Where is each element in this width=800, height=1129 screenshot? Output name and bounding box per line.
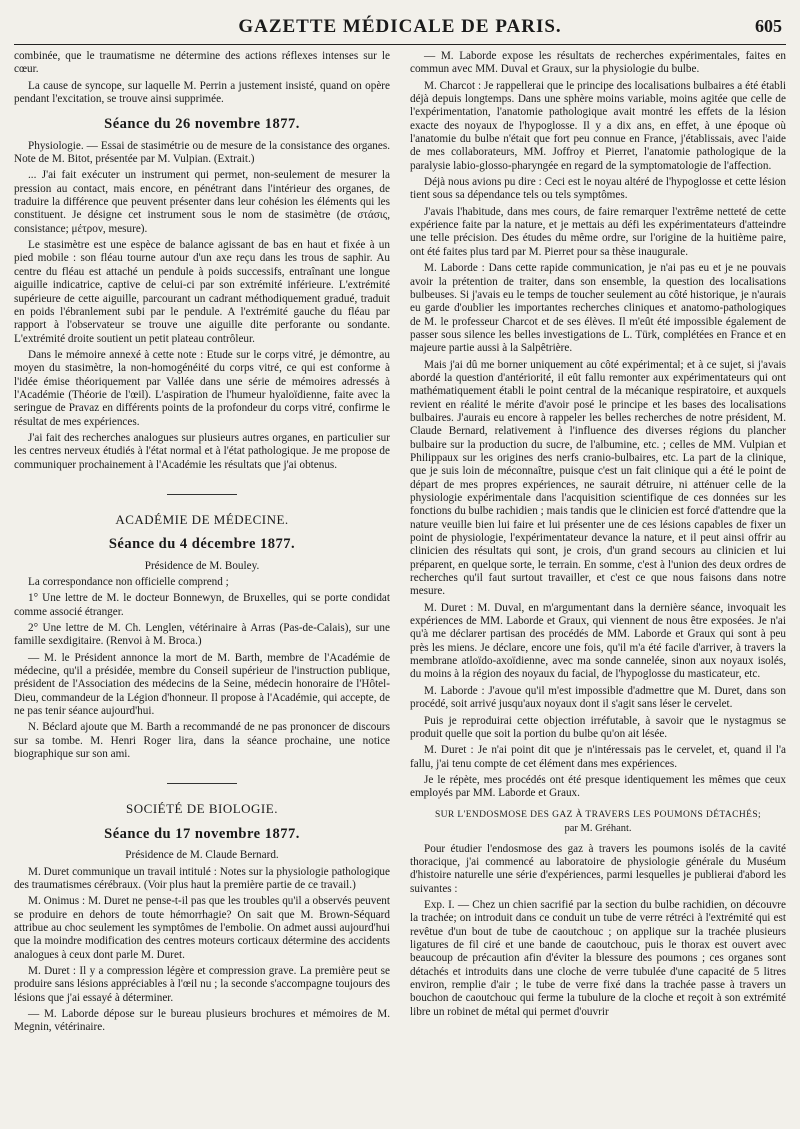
paragraph: La cause de syncope, sur laquelle M. Perrin a justement insisté, quand on opère pendant l'excitation, se trouve ainsi supprimée. xyxy=(14,79,390,106)
paragraph: M. Onimus : M. Duret ne pense-t-il pas que les troubles qu'il a observés peuvent se produire en dehors de toute hémorrhagie? On sait que M. Brown-Séquard attribue au choc seulement les symptômes de l'embolie. On admet aussi aujourd'hui que la moindre modification des centres moteurs corticaux détermine des accidents analogues à ceux dont parle M. Duret. xyxy=(14,895,390,961)
paragraph: Puis je reproduirai cette objection irréfutable, à savoir que le nystagmus se produit quelle que soit la portion du bulbe qu'on ait lésée. xyxy=(410,714,786,740)
paragraph: J'ai fait des recherches analogues sur plusieurs autres organes, en particulier sur les centres nerveux étudiés à l'état normal et à l'état pathologique. Je me propose de communiquer prochainement à l'Académie les résultats que j'ai obtenus. xyxy=(14,431,390,471)
paragraph: Dans le mémoire annexé à cette note : Etude sur le corps vitré, je démontre, au moyen du stasimètre, la non-homogénéité du corps vitré, ce qui est conforme à l'idée émise théoriquement par Vallée dans une série de mémoires adressés à l'Académie (Théorie de l'œil). L'aspiration de l'humeur hyaloïdienne, faite avec la seringue de Pravaz en différents points de la profondeur du corps vitré, confirme le résultat de mes expériences. xyxy=(14,348,390,428)
paragraph: Déjà nous avions pu dire : Ceci est le noyau altéré de l'hypoglosse et cette lésion tient sous sa dépendance tels ou tels symptômes. xyxy=(410,176,786,202)
paragraph: J'avais l'habitude, dans mes cours, de faire remarquer l'extrême netteté de cette expérience faite par la nature, et je mettais au défi les expérimentateurs d'atteindre une telle précision. Des études du même ordre, sur l'origine de la huitième paire, ont été faites plus tard par M. Pierret pour sa thèse inaugurale. xyxy=(410,205,786,258)
session-heading: Séance du 17 novembre 1877. xyxy=(104,825,300,842)
paragraph: Pour étudier l'endosmose des gaz à travers les poumons isolés de la cavité thoracique, j'ai commencé au laboratoire de physiologie générale du Muséum d'histoire naturelle une série d'expériences, parmi lesquelles je publierai d'abord les suivantes : xyxy=(410,842,786,895)
presidency-line: Présidence de M. Bouley. xyxy=(144,559,260,572)
paragraph: 1° Une lettre de M. le docteur Bonnewyn, de Bruxelles, qui se porte condidat comme associé étranger. xyxy=(14,592,390,618)
paragraph: M. Duret : Il y a compression légère et compression grave. La première peut se produire sans lésions appréciables à l'œil nu ; la seconde s'accompagne toujours des lésions que j'ai essayé à déterminer. xyxy=(14,964,390,1004)
session-heading: Séance du 26 novembre 1877. xyxy=(104,116,300,133)
section-divider xyxy=(167,783,237,784)
paragraph: Je le répète, mes procédés ont été presque identiquement les mêmes que ceux employés par MM. Laborde et Graux. xyxy=(410,773,786,800)
paragraph: M. Laborde : J'avoue qu'il m'est impossible d'admettre que M. Duret, dans son procédé, soit arrivé jusqu'aux noyaux dont il s'agit sans léser le cervelet. xyxy=(410,684,786,711)
article-heading xyxy=(410,809,786,835)
paragraph: 2° Une lettre de M. Ch. Lenglen, vétérinaire à Arras (Pas-de-Calais), sur une famille sexdigitaire. (Renvoi à M. Broca.) xyxy=(14,622,390,648)
section-title: ACADÉMIE DE MÉDECINE. xyxy=(115,511,289,527)
section-divider xyxy=(167,494,237,495)
paragraph: Mais j'ai dû me borner uniquement au côté expérimental; et à ce sujet, si j'avais abordé la question d'antériorité, il eût fallu remonter aux expérimentateurs qui ont mathématiquement établi le point central de la mécanique respiratoire, et auxquels revient en réalité le mérite d'avoir posé le principe et les bases des localisations bulbaires. J'aurais eu encore à rappeler les belles recherches de notre président, M. Claude Bernard, relativement à l'influence des diverses régions du plancher bulbaire sur la production du sucre, de l'albumine, etc. ; celles de MM. Vulpian et Philippaux sur les origines des nerfs cranio-bulbaires, etc. La part de la clinique, que je suis loin de méconnaître, puisque c'est un fait clinique qui a été le point de départ de mes propres expériences, ne saurait détruire, ni atténuer celle de la physiologie expérimentale dans l'acquisition scientifique de ces données sur les fonctions du bulbe rachidien ; mais tandis que le clinicien est forcé d'attendre que la nature veuille bien lui faire et lui présenter une de ces lésions capables de fixer un point de physiologie, l'expérimentateur devance la nature, et il peut ainsi offrir au clinicien des résultats qui sont, je crois, d'un grand secours au clinicien et lui préparent, en quelque sorte, le terrain. En somme, c'est à l'union des deux ordres de recherches qu'il faut surtout travailler, et c'est ce que nous faisons dans notre mesure. xyxy=(410,358,786,598)
paragraph: — M. le Président annonce la mort de M. Barth, membre de l'Académie de médecine, qu'il a présidée, membre du Conseil supérieur de l'instruction publique, président de l'Association des médecins de la Seine, médecin honoraire de l'Hôtel-Dieu, commandeur de la Légion d'honneur. Il propose à l'Académie, qui accepte, de ne pas tenir séance aujourd'hui. xyxy=(14,651,390,718)
section-title: SOCIÉTÉ DE BIOLOGIE. xyxy=(126,801,278,817)
paragraph: Exp. I. — Chez un chien sacrifié par la section du bulbe rachidien, on découvre la trachée; on introduit dans ce conduit un tube de verre rétréci à l'extrémité qui est revêtue d'un bout de tube de caoutchouc ; on applique sur la trachée plusieurs ligatures de fil ciré et une bande de caoutchouc, puis le thorax est ouvert avec beaucoup de précaution afin d'éviter la blessure des poumons ; ces organes sont détachés et introduits dans une cloche de verre tubulée d'une capacité de 5 litres environ, remplie d'air ; le tube de verre fixé dans la trachée passe à travers un bouchon de caoutchouc qui ferme la tubulure de la cloche et reçoit à son extrémité libre un robinet de métal qui permet d'ouvrir xyxy=(410,898,786,1018)
paragraph: Physiologie. — Essai de stasimétrie ou de mesure de la consistance des organes. Note de M. Bitot, présentée par M. Vulpian. (Extrait.) xyxy=(14,139,390,166)
page-number: 605 xyxy=(755,16,782,36)
paragraph: M. Laborde : Dans cette rapide communication, je n'ai pas eu et je ne pouvais avoir la prétention de traiter, dans son ensemble, la question des localisations bulbeuses. Si j'avais eu le temps de toucher seulement au côté historique, je n'aurais eu garde d'oublier les importantes recherches cliniques et anatomo-pathologiques de M. le professeur Charcot et de ses élèves. Il m'eût été impossible également de passer sous silence les belles investigations de L. Türk, complétées en France et en majeure partie aussi à la Salpêtrière. xyxy=(410,262,786,355)
paragraph: Le stasimètre est une espèce de balance agissant de bas en haut et fixée à un pied mobile : son fléau tourne autour d'un axe reçu dans les trous de saphir. Au centre du fléau est attaché un pendule à poids successifs, entraînant une longue aiguille indicatrice, captive de celui-ci par son extrémité inférieure. L'extrémité supérieure de cette aiguille, parcourant un cadrant méthodiquement gradué, traduit en poids l'ébranlement subi par le pendule. A l'extrémité gauche du fléau par rapport à l'observateur se trouve une aiguille dite perforante ou sondante. L'extrémité droite soutient un petit plateau contrôleur. xyxy=(14,239,390,345)
article-author: par M. Gréhant. xyxy=(564,822,632,834)
session-heading: Séance du 4 décembre 1877. xyxy=(108,536,296,553)
right-column xyxy=(410,50,786,1124)
journal-title: GAZETTE MÉDICALE DE PARIS. xyxy=(238,16,562,37)
left-column xyxy=(14,50,390,1124)
paragraph: M. Charcot : Je rappellerai que le principe des localisations bulbaires a été établi déjà depuis longtemps. Dans une sphère moins variable, moins agitée que celle de l'expérimentation, l'anatomie pathologique avait montré les effets de la lésion exacte des noyaux de l'hypoglosse. Il y a dix ans, en effet, à une époque où l'anatomie du bulbe n'était que fort peu connue en France, j'établissais, avec l'aide de mes collaborateurs, MM. Joffroy et Pierret, l'anatomie pathologique de la paralysie labio-glosso-pharyngée en regard de la symptomatologie de l'affection. xyxy=(410,79,786,172)
paragraph: N. Béclard ajoute que M. Barth a recommandé de ne pas prononcer de discours sur sa tombe. M. Henri Roger lira, dans la séance prochaine, une notice biographique sur son ami. xyxy=(14,721,390,761)
paragraph: M. Duret : M. Duval, en m'argumentant dans la dernière séance, invoquait les expériences de MM. Laborde et Graux, qui viennent de nous être exposées. Je n'ai qu'à me déclarer partisan des procédés de MM. Laborde et Graux qui sont à peu près les miens. Je déclare, encore une fois, qu'il m'a été facile d'arriver, à travers la membrane atloïdo-axoïdienne, avec ma sonde cannelée, sinon aux noyaux isolés, du moins à la région des noyaux du facial, de l'hypoglosse du masticateur, etc. xyxy=(410,601,786,681)
paragraph: — M. Laborde expose les résultats de recherches expérimentales, faites en commun avec MM. Duval et Graux, sur la physiologie du bulbe. xyxy=(410,50,786,76)
paragraph: — M. Laborde dépose sur le bureau plusieurs brochures et mémoires de M. Megnin, vétérinaire. xyxy=(14,1007,390,1034)
page-header xyxy=(14,14,786,45)
paragraph: La correspondance non officielle comprend ; xyxy=(28,576,229,588)
paragraph: M. Duret communique un travail intitulé : Notes sur la physiologie pathologique des traumatismes cérébraux. (Voir plus haut la première partie de ce travail.) xyxy=(14,865,390,891)
paragraph: ... J'ai fait exécuter un instrument qui permet, non-seulement de mesurer la pression au contact, mais encore, en pénétrant dans l'intérieur des organes, de traduire la différence que peuvent présenter dans leur cohésion les éléments qui les constituent. Je désigne cet instrument sous le nom de stasimètre (de στάσις, consistance; μέτρον, mesure). xyxy=(14,169,390,235)
presidency-line: Présidence de M. Claude Bernard. xyxy=(125,849,279,862)
paragraph: combinée, que le traumatisme ne détermine des actions réflexes intenses sur le cœur. xyxy=(14,50,390,76)
paragraph: M. Duret : Je n'ai point dit que je n'intéressais pas le cervelet, et, quand il l'a fallu, j'ai tenu compte de cet élément dans mes expériences. xyxy=(410,744,786,770)
article-title: SUR L'ENDOSMOSE DES GAZ À TRAVERS LES POUMONS DÉTACHÉS; xyxy=(434,809,762,820)
